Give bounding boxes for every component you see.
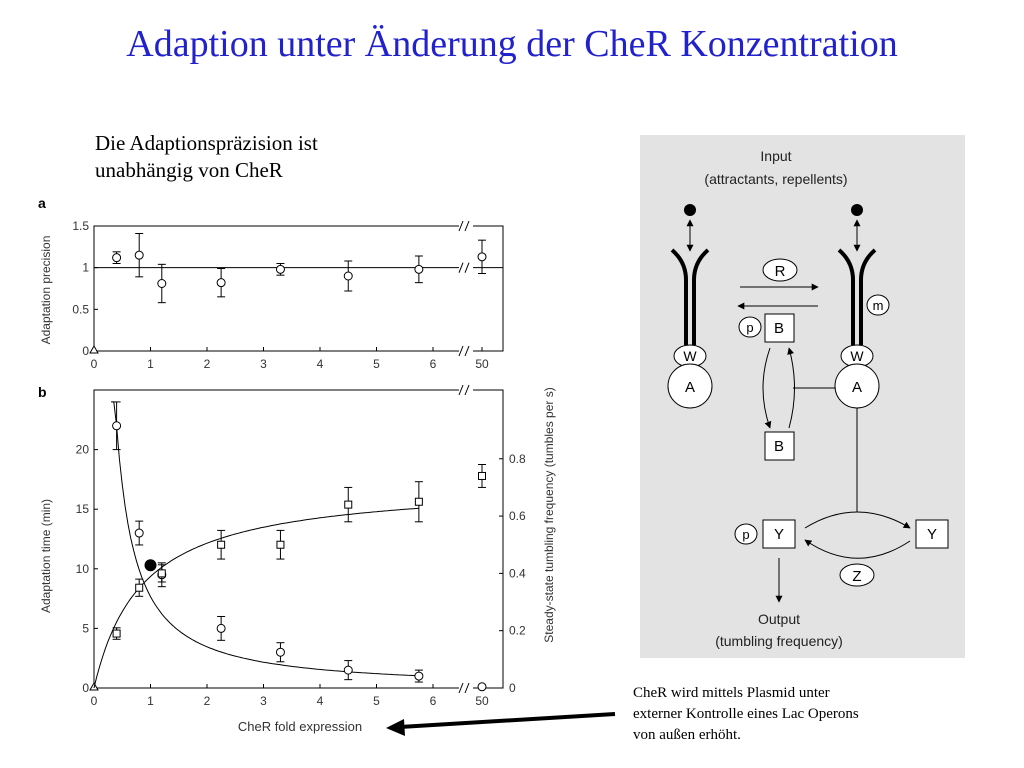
caption-line-2: externer Kontrolle eines Lac Operons [633, 706, 859, 722]
caption-line-1: CheR wird mittels Plasmid unter [633, 685, 830, 701]
panel-a-xtick-label: 3 [260, 357, 267, 371]
panel-a-ytick-label: 1.5 [72, 219, 89, 233]
panel-b-xtick-label: 2 [203, 694, 211, 708]
y-phospho-arrow [805, 512, 910, 528]
receptor-left [672, 250, 708, 345]
m-label: m [872, 298, 884, 313]
panel-a-xtick-label: 0 [90, 357, 98, 371]
slide-title: Adaption unter Änderung der CheR Konzentration [126, 23, 898, 65]
panel-b-ytick-label: 10 [75, 561, 89, 576]
receptor-right [839, 250, 875, 345]
panel-b-y2tick-label: 0.6 [509, 509, 526, 524]
ligand-right [851, 204, 863, 216]
panel-a-xtick-label: 5 [373, 357, 380, 371]
w-label-right: W [850, 348, 864, 364]
caption [633, 683, 963, 746]
panel-a-ytick-label: 0 [82, 344, 89, 358]
panel-a-xtick-label: 4 [316, 357, 324, 371]
panel-a-xtick-label: 2 [203, 357, 211, 371]
panel-b-label: b [38, 384, 47, 400]
panel-a-ylabel: Adaptation precision [39, 235, 53, 345]
panel-b-ytick-label: 5 [82, 621, 89, 636]
panel-a-xtick-label: 1 [147, 357, 154, 371]
subtitle-line-2: unabhängig von CheR [95, 158, 283, 182]
panel-b-xtick-label: 50 [475, 694, 489, 708]
subtitle-line-1: Die Adaptionspräzision ist [95, 131, 318, 155]
panel-b-ylabel: Adaptation time (min) [39, 498, 53, 614]
panel-b-ytick-label: 0 [82, 681, 89, 695]
panel-b-xtick-label: 4 [316, 694, 324, 708]
panel-b-ytick-label: 15 [75, 502, 89, 517]
p-label-b: p [746, 320, 754, 335]
panel-a-label: a [38, 195, 46, 211]
input-subtitle: (attractants, repellents) [704, 171, 848, 187]
panel-b-xtick-label: 5 [373, 694, 380, 708]
panel-b-xtick-label: 1 [147, 694, 154, 708]
panel-a-xtick-label: 6 [429, 357, 437, 371]
caption-line-3: von außen erhöht. [633, 727, 741, 743]
output-title: Output [757, 611, 801, 627]
panel-b-ytick-label: 20 [75, 442, 89, 457]
panel-b-xtick-label: 0 [90, 694, 98, 708]
panel-b-xlabel: CheR fold expression [237, 719, 363, 734]
p-label-y: p [742, 527, 750, 542]
panel-b-y2tick-label: 0.4 [509, 566, 526, 581]
ligand-left [684, 204, 696, 216]
panel-a-xtick-label: 50 [475, 357, 489, 371]
a-label-left: A [684, 379, 696, 396]
r-label: R [774, 263, 786, 280]
a-label-right: A [851, 379, 863, 396]
input-title: Input [760, 148, 792, 164]
panel-b-xtick-label: 6 [429, 694, 437, 708]
output-subtitle: (tumbling frequency) [715, 633, 843, 649]
panel-a-ytick-label: 0.5 [72, 302, 89, 317]
w-label-left: W [683, 348, 697, 364]
panel-b-y2label: Steady-state tumbling frequency (tumbles per s) [542, 387, 556, 643]
b-label-bottom: B [773, 438, 785, 455]
b-label-top: B [773, 320, 785, 337]
panel-a-ytick-label: 1 [82, 260, 89, 275]
panel-b-y2tick-label: 0 [509, 681, 516, 695]
panel-b-y2tick-label: 0.8 [509, 451, 526, 466]
y-label-right: Y [926, 526, 938, 543]
panel-b-xtick-label: 3 [260, 694, 267, 708]
b-dephospho-arrow [763, 348, 770, 428]
y-dephospho-arrow [805, 540, 910, 558]
z-label: Z [852, 568, 862, 585]
y-label-left: Y [773, 526, 785, 543]
panel-b-y2tick-label: 0.2 [509, 623, 526, 638]
